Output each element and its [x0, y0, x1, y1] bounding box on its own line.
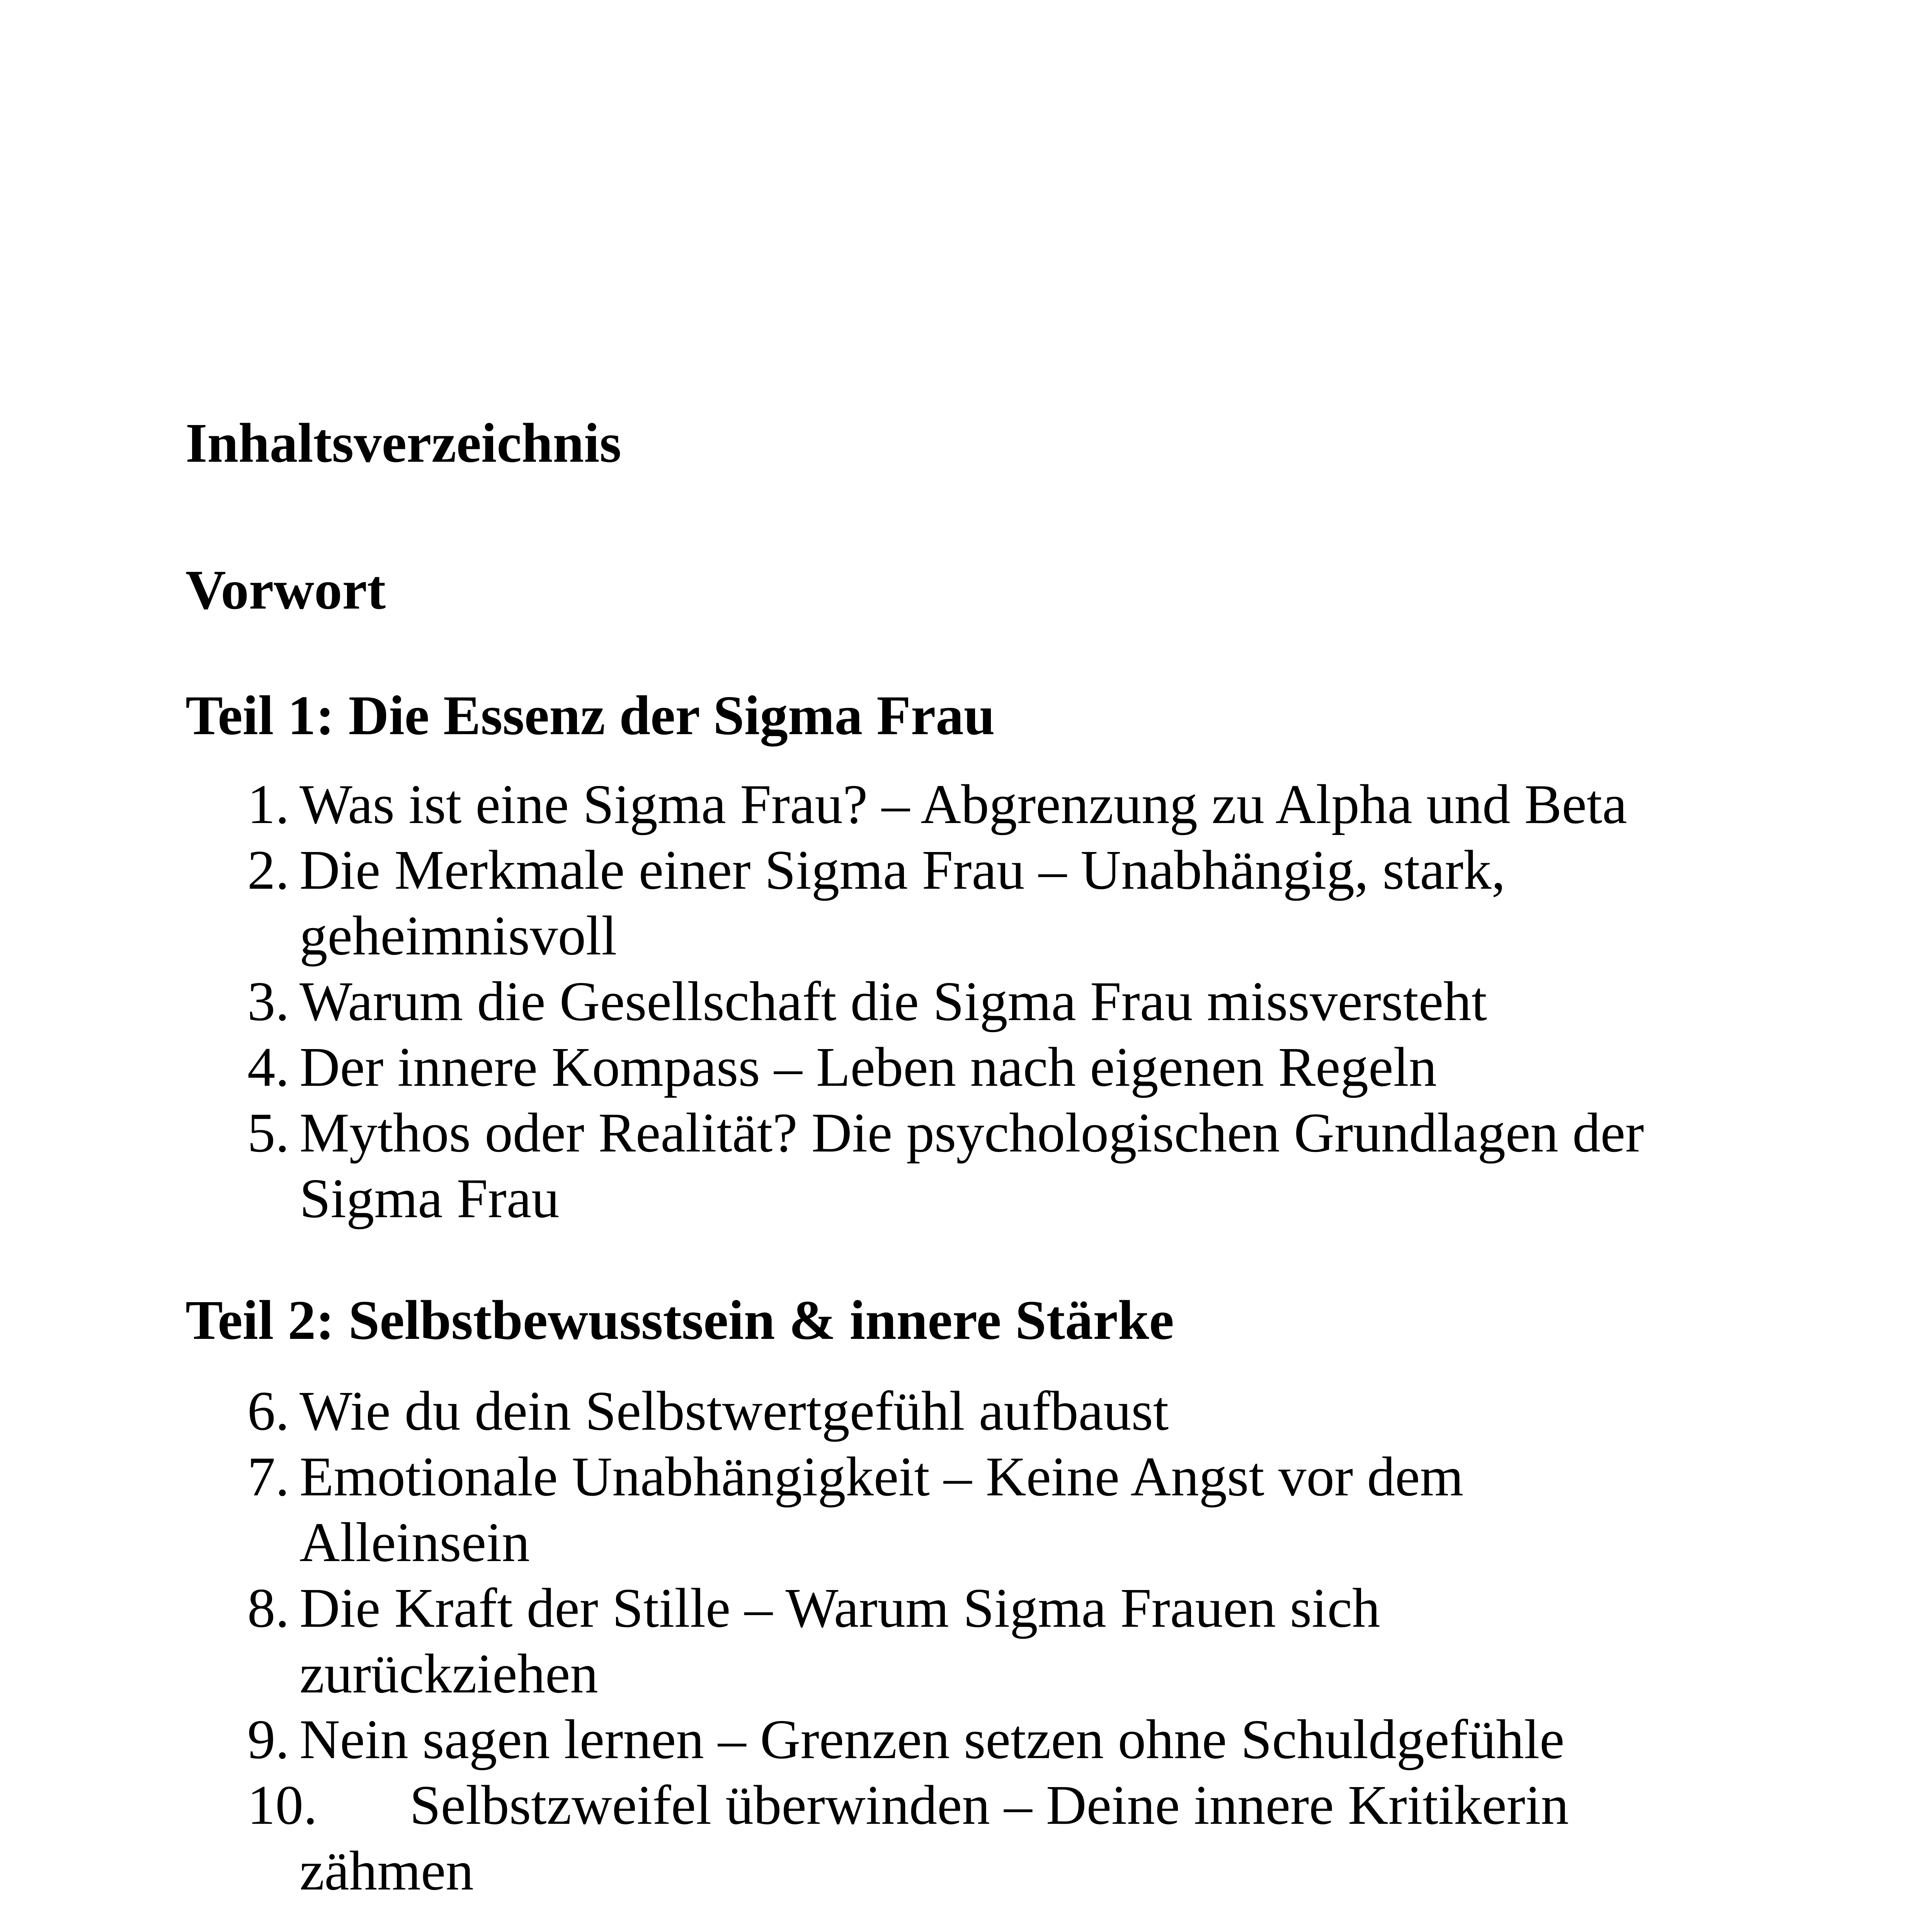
item-text: Selbstzweifel überwinden – Deine innere Kritikerin: [410, 1774, 1569, 1836]
item-number: 5.: [247, 1102, 289, 1164]
item-text: Nein sagen lernen – Grenzen setzen ohne Schuldgefühle: [299, 1709, 1565, 1770]
item-number: 9.: [247, 1709, 289, 1770]
item-text-continuation: geheimnisvoll: [299, 905, 617, 967]
item-number: 4.: [247, 1036, 289, 1098]
item-text: Die Merkmale einer Sigma Frau – Unabhängig, stark,: [299, 839, 1506, 901]
item-number: 10.: [247, 1774, 318, 1836]
item-text: Wie du dein Selbstwertgefühl aufbaust: [299, 1380, 1169, 1442]
item-number: 2.: [247, 839, 289, 901]
toc-title: Inhaltsverzeichnis: [185, 412, 621, 474]
item-text: Der innere Kompass – Leben nach eigenen Regeln: [299, 1036, 1437, 1098]
item-text: Was ist eine Sigma Frau? – Abgrenzung zu Alpha und Beta: [299, 774, 1627, 835]
item-number: 1.: [247, 774, 289, 835]
foreword-heading: Vorwort: [185, 559, 386, 621]
item-text: Warum die Gesellschaft die Sigma Frau missversteht: [299, 971, 1487, 1032]
item-number: 8.: [247, 1577, 289, 1639]
item-text: Emotionale Unabhängigkeit – Keine Angst vor dem: [299, 1446, 1464, 1508]
item-text-continuation: zurückziehen: [299, 1643, 598, 1705]
item-text: Mythos oder Realität? Die psychologischen Grundlagen der: [299, 1102, 1644, 1164]
part-1-heading: Teil 1: Die Essenz der Sigma Frau: [185, 685, 995, 747]
part-2-heading: Teil 2: Selbstbewusstsein & innere Stärke: [185, 1289, 1174, 1351]
item-number: 6.: [247, 1380, 289, 1442]
item-text-continuation: Alleinsein: [299, 1512, 530, 1573]
item-number: 3.: [247, 971, 289, 1032]
item-text-continuation: zähmen: [299, 1840, 474, 1902]
item-text-continuation: Sigma Frau: [299, 1168, 560, 1230]
item-text: Die Kraft der Stille – Warum Sigma Frauen sich: [299, 1577, 1380, 1639]
item-number: 7.: [247, 1446, 289, 1508]
